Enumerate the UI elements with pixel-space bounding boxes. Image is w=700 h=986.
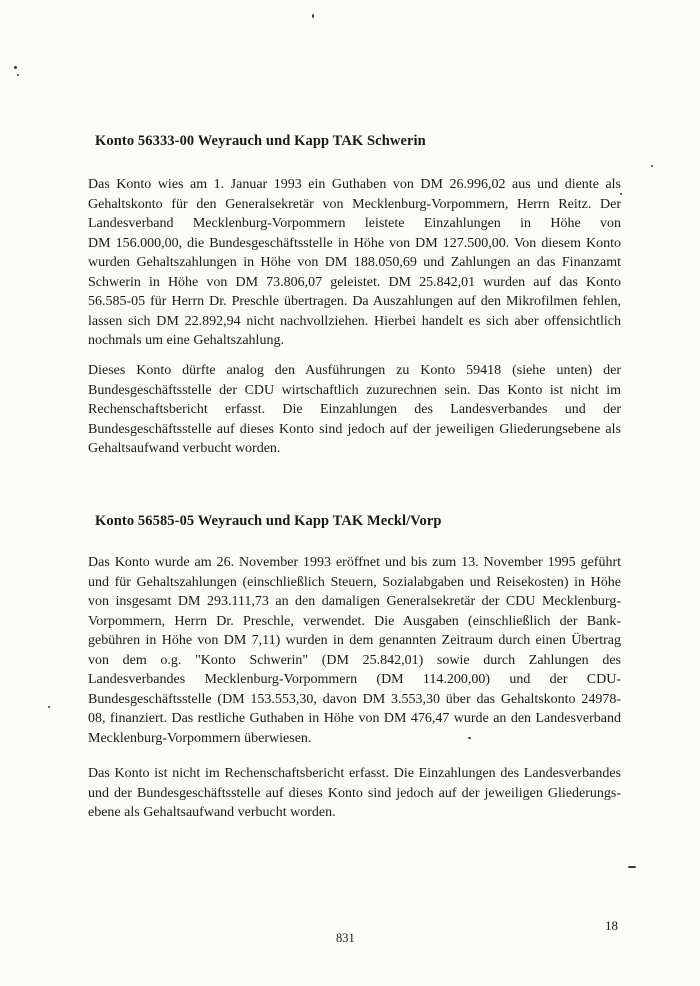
scan-speck bbox=[651, 165, 653, 167]
paragraph bbox=[88, 764, 621, 823]
text-line: nochmals um eine Gehaltszahlung. bbox=[88, 333, 284, 348]
scan-speck bbox=[14, 66, 17, 69]
text-line: lassen sich DM 22.892,94 nicht nachvollziehen. Hierbei handelt es sich aber offensichtlich bbox=[88, 313, 621, 329]
text-line: DM 156.000,00, die Bundesgeschäftsstelle in Höhe von DM 127.500,00. Von diesem Konto bbox=[88, 235, 621, 251]
scan-speck bbox=[312, 14, 314, 18]
scan-speck bbox=[17, 74, 19, 76]
text-line: Schwerin in Höhe von DM 73.806,07 geleistet. DM 25.842,01 wurden auf das Konto bbox=[88, 274, 621, 290]
text-line: 56.585-05 für Herrn Dr. Preschle übertragen. Da Auszahlungen auf den Mikrofilmen fehlen, bbox=[88, 294, 621, 309]
section-heading: Konto 56333-00 Weyrauch und Kapp TAK Schwerin bbox=[95, 133, 426, 149]
text-line: Landesverband Mecklenburg-Vorpommern leistete Einzahlungen in Höhe von bbox=[88, 216, 621, 231]
text-line: Mecklenburg-Vorpommern überwiesen. bbox=[88, 730, 312, 746]
text-line: wurden Gehaltszahlungen in Höhe von DM 188.050,69 und Zahlungen an das Finanzamt bbox=[88, 255, 621, 270]
text-line: von insgesamt DM 293.111,73 an den damaligen Generalsekretär der CDU Mecklenburg- bbox=[88, 594, 621, 609]
text-line: Landesverbandes Mecklenburg-Vorpommern (DM 114.200,00) und der CDU- bbox=[88, 672, 621, 687]
scan-speck bbox=[48, 706, 50, 708]
text-line: Bundesgeschäftsstelle auf dieses Konto sind jedoch auf der jeweiligen Gliederungsebene als bbox=[88, 421, 621, 437]
text-line: Gehaltsaufwand verbucht worden. bbox=[88, 441, 281, 456]
paragraph bbox=[88, 361, 621, 459]
text-line: gebühren in Höhe von DM 7,11) wurden in dem genannten Zeitraum durch einen Übertrag bbox=[88, 633, 621, 648]
text-line: Das Konto wies am 1. Januar 1993 ein Guthaben von DM 26.996,02 aus und diente als bbox=[88, 177, 621, 192]
text-line: Bundesgeschäftsstelle (DM 153.553,30, davon DM 3.553,30 über das Gehaltskonto 24978- bbox=[88, 691, 621, 707]
section-heading: Konto 56585-05 Weyrauch und Kapp TAK Meckl/Vorp bbox=[95, 513, 442, 529]
paragraph bbox=[88, 175, 621, 351]
scan-speck bbox=[628, 866, 636, 868]
text-line: Das Konto wurde am 26. November 1993 eröffnet und bis zum 13. November 1995 geführt bbox=[88, 555, 621, 570]
text-line: Das Konto ist nicht im Rechenschaftsbericht erfasst. Die Einzahlungen des Landesverbandes bbox=[88, 766, 621, 781]
text-line: von dem o.g. "Konto Schwerin" (DM 25.842,01) sowie durch Zahlungen des bbox=[88, 652, 621, 668]
page-number: 831 bbox=[336, 931, 355, 945]
text-line: Rechenschaftsbericht erfasst. Die Einzahlungen des Landesverbandes und der bbox=[88, 402, 621, 417]
paragraph bbox=[88, 553, 621, 748]
text-line: Bundesgeschäftsstelle der CDU wirtschaftlich zuzurechnen sein. Das Konto ist nicht im bbox=[88, 382, 621, 398]
text-line: Vorpommern, Herrn Dr. Preschle, verwendet. Die Ausgaben (einschließlich der Bank- bbox=[88, 613, 621, 629]
text-line: und der Bundesgeschäftsstelle auf dieses Konto sind jedoch auf der jeweiligen Gliederungs- bbox=[88, 785, 621, 801]
text-line: Dieses Konto dürfte analog den Ausführungen zu Konto 59418 (siehe unten) der bbox=[88, 363, 621, 378]
corner-number: 18 bbox=[605, 918, 618, 933]
text-line: 08, finanziert. Das restliche Guthaben in Höhe von DM 476,47 wurde an den Landesverband bbox=[88, 711, 621, 726]
text-line: und für Gehaltszahlungen (einschließlich Steuern, Sozialabgaben und Reisekosten) in Höhe bbox=[88, 574, 621, 590]
text-line: Gehaltskonto für den Generalsekretär von Mecklenburg-Vorpommern, Herrn Reitz. Der bbox=[88, 196, 621, 212]
text-line: ebene als Gehaltsaufwand verbucht worden. bbox=[88, 805, 336, 820]
